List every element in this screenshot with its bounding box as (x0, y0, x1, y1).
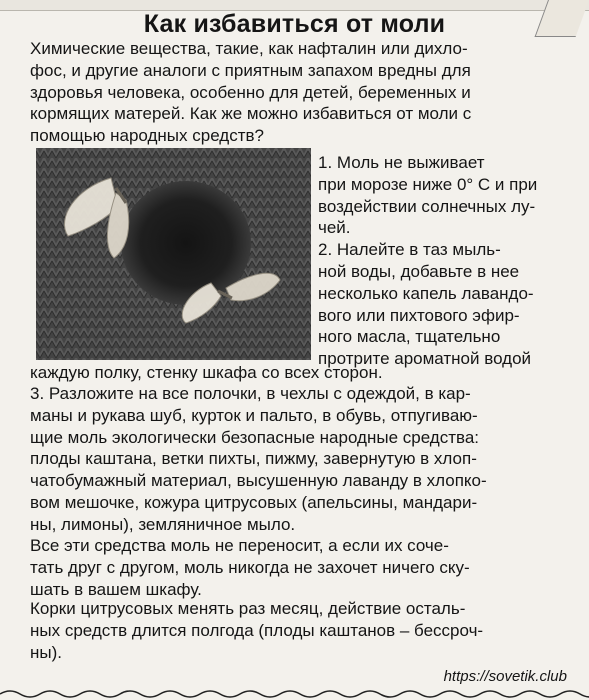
text-line: ны, лимоны), земляничное мыло. (30, 514, 296, 534)
text-line: каждую полку, стенку шкафа со всех сторон. (30, 363, 383, 382)
text-line: протрите ароматной водой (318, 349, 532, 369)
text-line: помощью народных средств? (30, 126, 264, 146)
text-line: вого или пихтового эфир- (318, 305, 520, 325)
knit-sweater-illustration (36, 148, 311, 360)
text-line: вом мешочке, кожура цитрусовых (апельсины, мандари- (30, 492, 478, 512)
text-line: шать в вашем шкафу. (30, 579, 202, 599)
text-line: ных средств длится полгода (плоды каштанов – бессроч- (30, 620, 484, 640)
text-line: воздействии солнечных лу- (318, 196, 536, 216)
combination-paragraph (30, 535, 578, 600)
text-line: чей. (318, 218, 351, 238)
text-line: здоровья человека, особенно для детей, беременных и (30, 82, 471, 102)
source-url: https://sovetik.club (443, 668, 567, 685)
right-column-text (318, 152, 580, 370)
text-line: ны). (30, 642, 62, 662)
citrus-paragraph (30, 598, 578, 663)
moth-sweater-photo (36, 148, 311, 360)
text-line: тать друг с другом, моль никогда не захочет ничего ску- (30, 557, 470, 577)
wavy-border (0, 686, 589, 700)
text-line: плоды каштана, ветки пихты, пижму, завернутую в хлоп- (30, 449, 477, 469)
continuation-line (30, 362, 550, 384)
text-line: Химические вещества, такие, как нафталин или дихло- (30, 39, 468, 58)
text-line: при морозе ниже 0° С и при (318, 174, 538, 194)
text-line: щие моль экологически безопасные народные средства: (30, 427, 480, 447)
text-line: 2. Налейте в таз мыль- (318, 240, 501, 260)
text-line: 3. Разложите на все полочки, в чехлы с одеждой, в кар- (30, 384, 471, 403)
article-title: Как избавиться от моли (143, 10, 446, 38)
item-3-paragraph (30, 383, 580, 536)
text-line: несколько капель лавандо- (318, 283, 534, 303)
text-line: фос, и другие аналоги с приятным запахом вредны для (30, 60, 471, 80)
text-line: ного масла, тщательно (318, 327, 501, 347)
text-line: ной воды, добавьте в нее (318, 261, 520, 281)
text-line: Все эти средства моль не переносит, а если их сочe- (30, 536, 449, 555)
intro-paragraph (30, 38, 582, 147)
text-line: Корки цитрусовых менять раз месяц, действие осталь- (30, 599, 466, 618)
text-line: маны и рукава шуб, курток и пальто, в обувь, отпугиваю- (30, 405, 478, 425)
text-line: 1. Моль не выживает (318, 153, 485, 172)
text-line: кормящих матерей. Как же можно избавиться от моли с (30, 104, 472, 124)
text-line: чатобумажный материал, высушенную лаванду в хлопко- (30, 471, 487, 491)
